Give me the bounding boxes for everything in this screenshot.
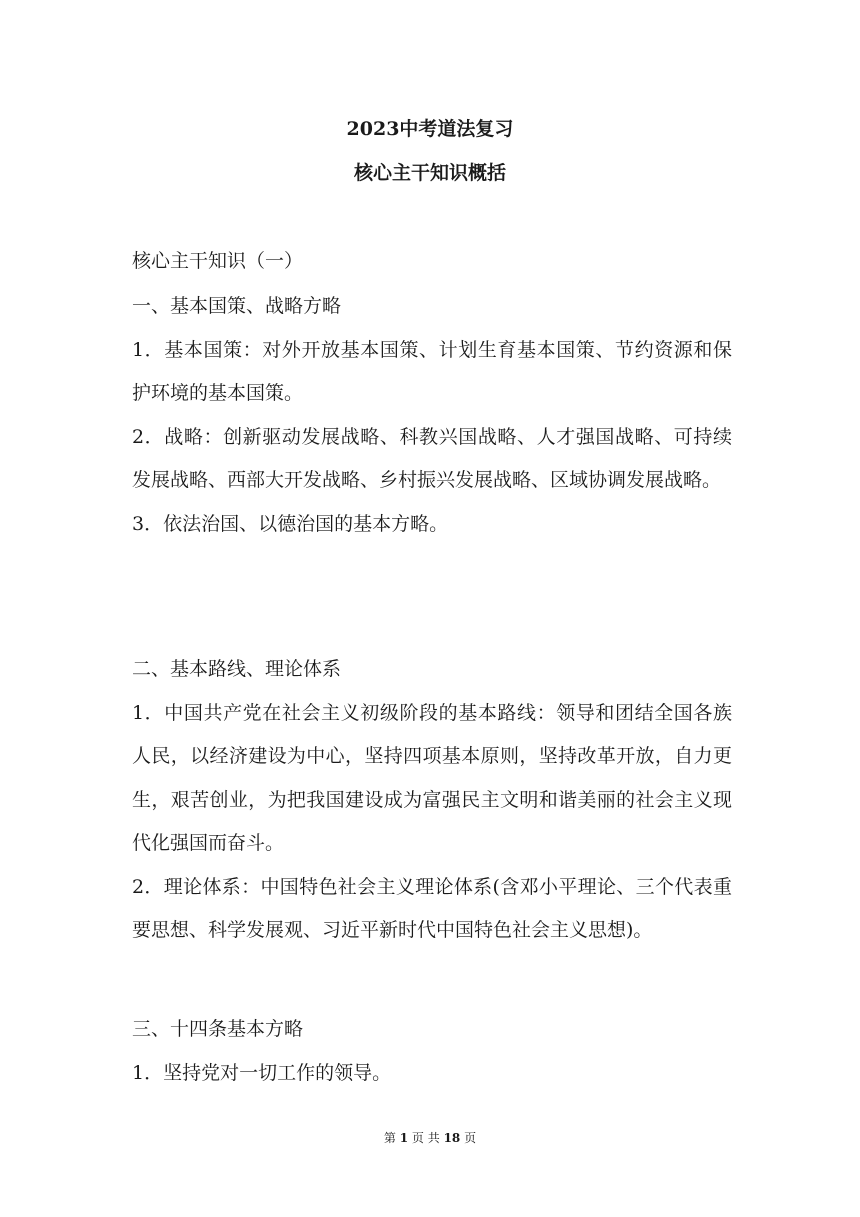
- section-heading: 三、十四条基本方略: [132, 1018, 304, 1040]
- list-item: 2．战略：创新驱动发展战略、科教兴国战略、人才强国战略、可持续发展战略、西部大开发战略、乡村振兴发展战略、区域协调发展战略。: [132, 425, 732, 491]
- page-footer: [0, 1130, 860, 1146]
- section-3: [132, 1008, 732, 1095]
- section-heading: 一、基本国策、战略方略: [132, 295, 342, 317]
- list-item: 1．坚持党对一切工作的领导。: [132, 1061, 392, 1084]
- document-subtitle: 核心主干知识概括: [353, 162, 506, 184]
- list-item: 2．理论体系：中国特色社会主义理论体系(含邓小平理论、三个代表重要思想、科学发展观、习近平新时代中国特色社会主义思想)。: [132, 875, 732, 941]
- footer-middle: 页 共: [411, 1131, 440, 1145]
- section-1: [132, 285, 732, 546]
- footer-prefix: 第: [383, 1131, 396, 1145]
- section-2: [132, 648, 732, 953]
- list-item: 1．基本国策：对外开放基本国策、计划生育基本国策、节约资源和保护环境的基本国策。: [132, 338, 732, 404]
- part-heading: [132, 240, 732, 284]
- footer-total-pages: 18: [443, 1131, 461, 1145]
- footer-suffix: 页: [464, 1131, 477, 1145]
- document-title: 2023中考道法复习: [346, 118, 514, 140]
- list-item: 3．依法治国、以德治国的基本方略。: [132, 512, 449, 535]
- section-heading: 二、基本路线、理论体系: [132, 658, 342, 680]
- footer-page-number: 1: [399, 1131, 409, 1145]
- part-heading-text: 核心主干知识（一）: [132, 250, 304, 272]
- list-item: 1．中国共产党在社会主义初级阶段的基本路线：领导和团结全国各族人民，以经济建设为中心，坚持四项基本原则，坚持改革开放，自力更生，艰苦创业，为把我国建设成为富强民主文明和谐美丽的社会主义现代化强国而奋斗。: [132, 701, 732, 854]
